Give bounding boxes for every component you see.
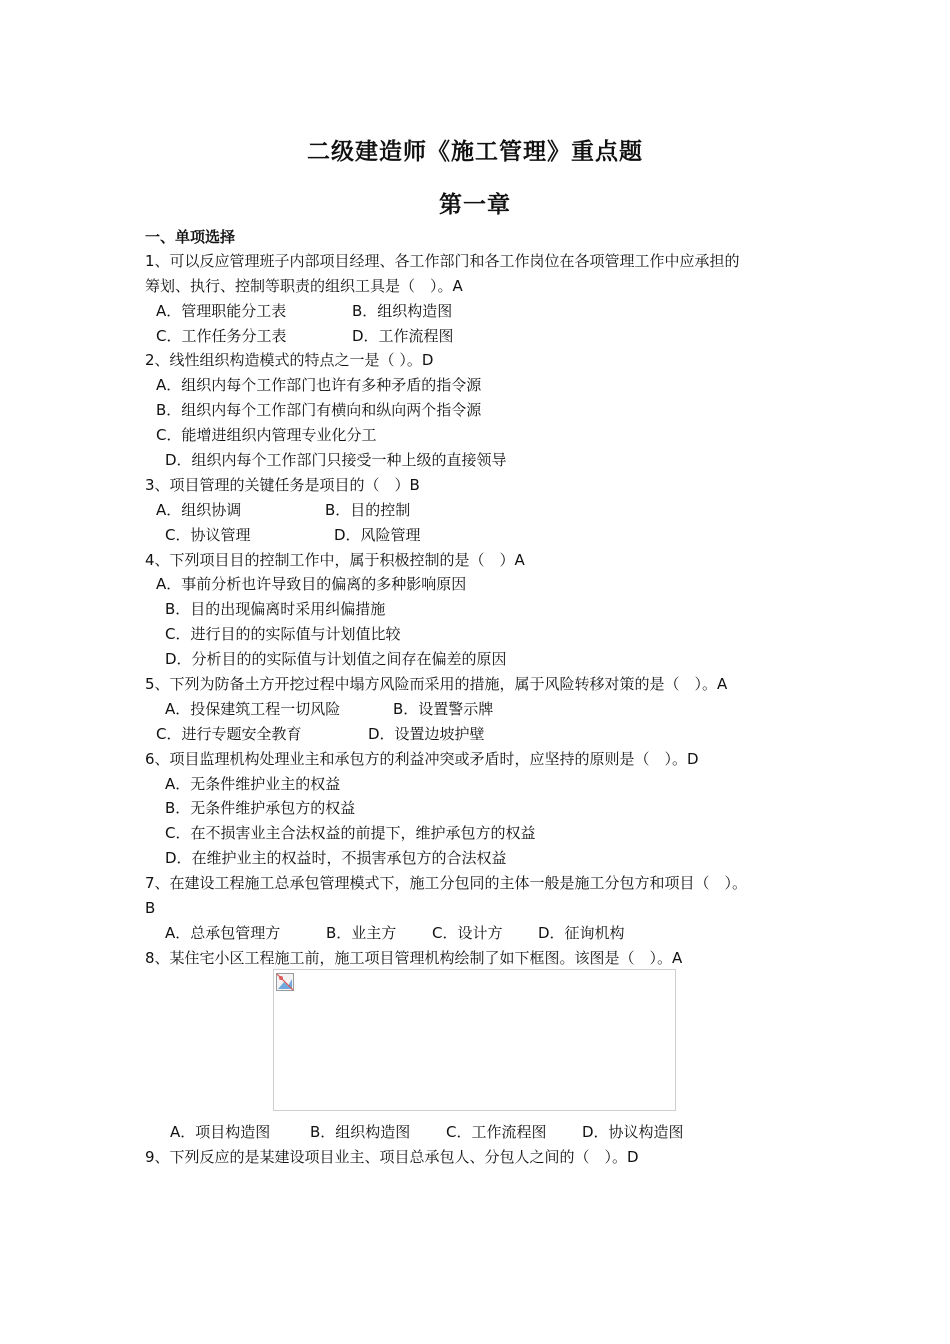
question-5-option-c: C．进行专题安全教育 [156,725,302,743]
question-8-option-a: A．项目构造图 [170,1123,271,1141]
question-6-option-a: A．无条件维护业主的权益 [165,775,341,793]
question-4-option-b: B．目的出现偏离时采用纠偏措施 [165,600,386,618]
question-1-option-a: A．管理职能分工表 [156,302,287,320]
question-8-option-c: C．工作流程图 [446,1123,547,1141]
question-2-option-b: B．组织内每个工作部门有横向和纵向两个指令源 [156,401,482,419]
question-5-option-a: A．投保建筑工程一切风险 [165,700,341,718]
question-7-option-d: D．征询机构 [538,924,625,942]
question-3-stem: 3、项目管理的关键任务是项目的（ ）B [145,476,420,494]
question-9-stem: 9、下列反应的是某建设项目业主、项目总承包人、分包人之间的（ ）。D [145,1148,639,1166]
question-6-option-d: D．在维护业主的权益时，不损害承包方的合法权益 [165,849,507,867]
question-7-option-b: B．业主方 [326,924,397,942]
question-5-stem: 5、下列为防备土方开挖过程中塌方风险而采用的措施，属于风险转移对策的是（ ）。A [145,675,728,693]
question-3-option-a: A．组织协调 [156,501,242,519]
broken-image-icon [276,973,294,991]
question-4-option-c: C．进行目的的实际值与计划值比较 [165,625,401,643]
question-1-option-d: D．工作流程图 [352,327,454,345]
question-8-option-d: D．协议构造图 [582,1123,684,1141]
question-1-option-b: B．组织构造图 [352,302,453,320]
question-3-option-d: D．风险管理 [334,526,421,544]
question-2-option-a: A．组织内每个工作部门也许有多种矛盾的指令源 [156,376,482,394]
question-8-option-b: B．组织构造图 [310,1123,411,1141]
question-5-option-d: D．设置边坡护壁 [368,725,485,743]
question-2-option-c: C．能增进组织内管理专业化分工 [156,426,377,444]
question-1-option-c: C．工作任务分工表 [156,327,287,345]
question-3-option-b: B．目的控制 [325,501,411,519]
section-heading: 一、单项选择 [145,228,236,246]
question-4-option-d: D．分析目的的实际值与计划值之间存在偏差的原因 [165,650,507,668]
question-7-stem-cont: B [145,899,156,917]
question-3-option-c: C．协议管理 [165,526,251,544]
question-6-option-b: B．无条件维护承包方的权益 [165,799,356,817]
question-7-stem: 7、在建设工程施工总承包管理模式下，施工分包同的主体一般是施工分包方和项目（ ）。 [145,874,748,892]
question-4-option-a: A．事前分析也许导致目的偏离的多种影响原因 [156,575,467,593]
question-7-option-a: A．总承包管理方 [165,924,281,942]
question-7-option-c: C．设计方 [432,924,503,942]
chapter-heading: 第一章 [439,192,511,218]
question-1-stem: 1、可以反应管理班子内部项目经理、各工作部门和各工作岗位在各项管理工作中应承担的 [145,252,740,270]
question-2-option-d: D．组织内每个工作部门只接受一种上级的直接领导 [165,451,507,469]
question-6-stem: 6、项目监理机构处理业主和承包方的利益冲突或矛盾时，应坚持的原则是（ ）。D [145,750,699,768]
question-8-stem: 8、某住宅小区工程施工前，施工项目管理机构绘制了如下框图。该图是（ ）。A [145,949,683,967]
broken-image-placeholder [273,969,676,1111]
question-2-stem: 2、线性组织构造模式的特点之一是（ ）。D [145,351,434,369]
question-4-stem: 4、下列项目目的控制工作中，属于积极控制的是（ ）A [145,551,525,569]
question-1-stem-cont: 筹划、执行、控制等职责的组织工具是（ ）。A [145,277,463,295]
document-title: 二级建造师《施工管理》重点题 [307,139,643,165]
question-6-option-c: C．在不损害业主合法权益的前提下，维护承包方的权益 [165,824,536,842]
question-5-option-b: B．设置警示牌 [393,700,494,718]
